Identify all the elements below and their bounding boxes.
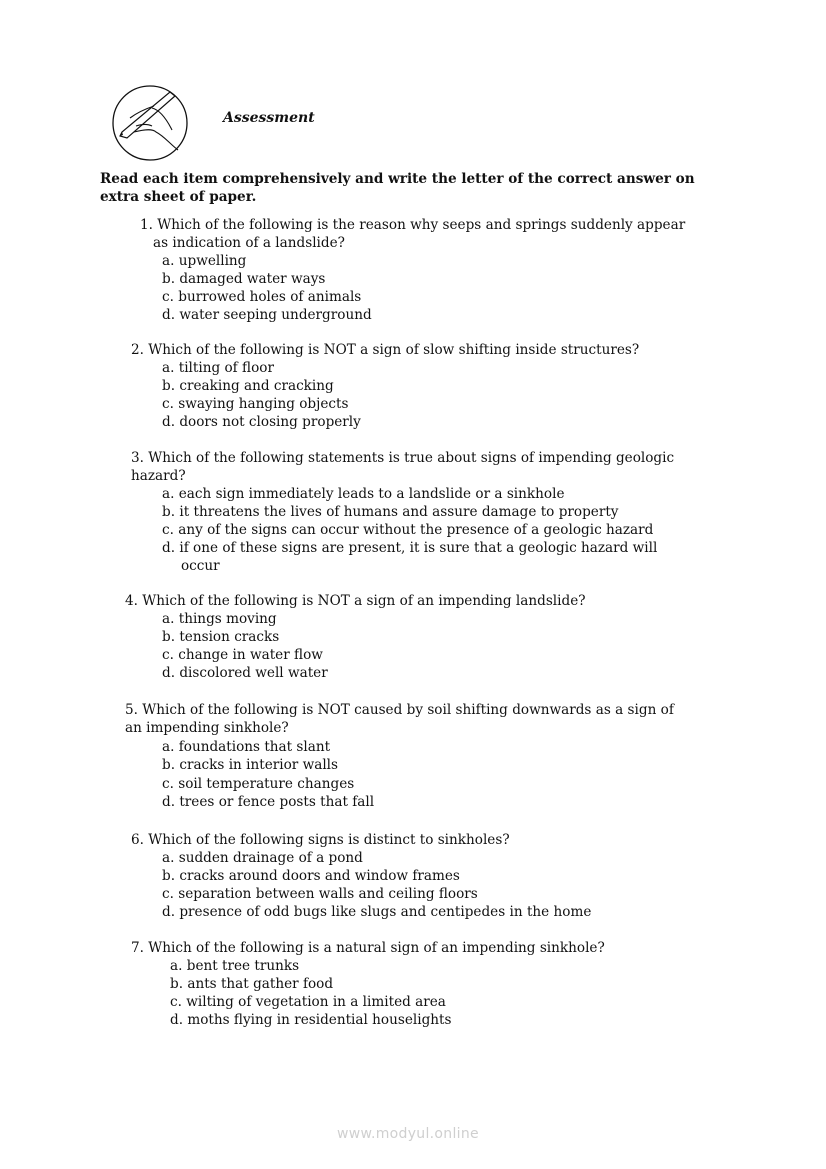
hand-writing-pencil-icon — [112, 80, 188, 170]
instruction-line: Read each item comprehensively and write the letter of the correct answer on — [100, 171, 695, 187]
question-5-text: an impending sinkhole? — [125, 720, 289, 736]
question-7-option: a. bent tree trunks — [170, 958, 300, 974]
question-3-option: b. it threatens the lives of humans and assure damage to property — [162, 504, 619, 520]
question-3-option: d. if one of these signs are present, it is sure that a geologic hazard will — [162, 540, 658, 556]
question-1-text: 1. Which of the following is the reason why seeps and springs suddenly appear — [140, 217, 686, 233]
question-2-option: b. creaking and cracking — [162, 378, 334, 394]
question-5-option: d. trees or fence posts that fall — [162, 794, 375, 810]
question-1-option: a. upwelling — [162, 253, 247, 269]
question-3-text: 3. Which of the following statements is true about signs of impending geologic — [131, 450, 675, 466]
question-2-option: a. tilting of floor — [162, 360, 274, 376]
question-6-text: 6. Which of the following signs is distinct to sinkholes? — [131, 832, 510, 848]
question-2-option: d. doors not closing properly — [162, 414, 361, 430]
question-7-option: b. ants that gather food — [170, 976, 334, 992]
question-4-option: d. discolored well water — [162, 665, 328, 681]
question-3-option: occur — [181, 558, 220, 574]
question-5-option: a. foundations that slant — [162, 739, 331, 755]
question-7-text: 7. Which of the following is a natural sign of an impending sinkhole? — [131, 940, 605, 956]
instruction-line: extra sheet of paper. — [100, 189, 257, 205]
question-1-option: d. water seeping underground — [162, 307, 372, 323]
section-title: Assessment — [223, 110, 315, 126]
question-1-text: as indication of a landslide? — [153, 235, 345, 251]
question-6-option: c. separation between walls and ceiling floors — [162, 886, 478, 902]
question-7-option: d. moths flying in residential houselights — [170, 1012, 452, 1028]
question-5-option: c. soil temperature changes — [162, 776, 355, 792]
question-4-text: 4. Which of the following is NOT a sign of an impending landslide? — [125, 593, 586, 609]
question-4-option: c. change in water flow — [162, 647, 323, 663]
question-1-option: b. damaged water ways — [162, 271, 326, 287]
question-3-option: c. any of the signs can occur without the presence of a geologic hazard — [162, 522, 654, 538]
question-3-option: a. each sign immediately leads to a landslide or a sinkhole — [162, 486, 565, 502]
question-6-option: d. presence of odd bugs like slugs and centipedes in the home — [162, 904, 592, 920]
question-7-option: c. wilting of vegetation in a limited area — [170, 994, 446, 1010]
question-4-option: b. tension cracks — [162, 629, 280, 645]
question-4-option: a. things moving — [162, 611, 277, 627]
question-5-text: 5. Which of the following is NOT caused by soil shifting downwards as a sign of — [125, 702, 674, 718]
question-3-text: hazard? — [131, 468, 186, 484]
question-5-option: b. cracks in interior walls — [162, 757, 339, 773]
question-6-option: b. cracks around doors and window frames — [162, 868, 460, 884]
question-1-option: c. burrowed holes of animals — [162, 289, 362, 305]
question-2-option: c. swaying hanging objects — [162, 396, 349, 412]
question-6-option: a. sudden drainage of a pond — [162, 850, 363, 866]
question-2-text: 2. Which of the following is NOT a sign of slow shifting inside structures? — [131, 342, 640, 358]
watermark: www.modyul.online — [337, 1126, 479, 1142]
